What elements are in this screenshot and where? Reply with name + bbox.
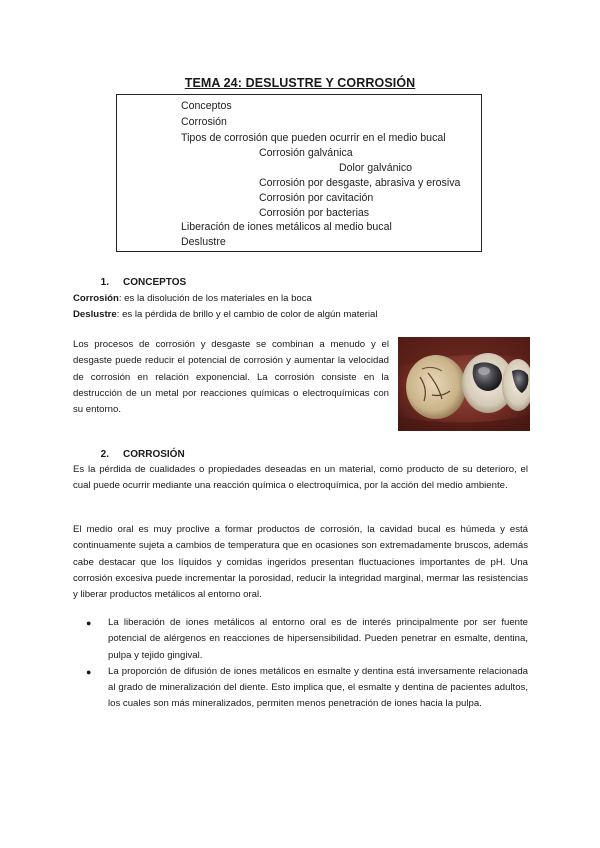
corroded-teeth-photo <box>398 337 530 431</box>
toc-item: Corrosión por bacterias <box>259 207 370 219</box>
section-number: 2. <box>100 449 109 460</box>
corrosion-paragraph-2: El medio oral es muy proclive a formar productos de corrosión, la cavidad bucal es húmeda y está continuamente sujeta a cambios de temperatura que en ocasiones son extremadamente bruscos, además cabe destacar que los líquidos y comidas ingeridos presentan fluctuaciones importantes de pH. Una corrosión excesiva puede incrementar la porosidad, reducir la integridad marginal, mermar las resistencias y liberar productos metálicos al entorno oral. <box>73 524 528 601</box>
document-title: TEMA 24: DESLUSTRE Y CORROSIÓN <box>184 76 416 90</box>
corrosion-bullet-list <box>73 615 528 713</box>
corrosion-paragraph-1: Es la pérdida de cualidades o propiedades deseadas en un material, como producto de su deterioro, el cual puede ocurrir mediante una reacción química o electroquímica, por la acción del medio ambiente. <box>73 464 528 492</box>
toc-item: Corrosión <box>181 116 227 128</box>
bullet-text: La liberación de iones metálicos al entorno oral es de interés principalmente por ser fuente potencial de alérgenos en reacciones de hipersensibilidad. Pueden penetrar en esmalte, dentina, pulpa y tejido gingival. <box>108 617 528 661</box>
section-title: CORROSIÓN <box>123 449 185 460</box>
toc-item: Corrosión por desgaste, abrasiva y erosiva <box>259 177 461 189</box>
definition-text: : es la disolución de los materiales en la boca <box>118 293 312 304</box>
definition-deslustre <box>73 309 378 320</box>
bullet-text: La proporción de difusión de iones metálicos en esmalte y dentina está inversamente relacionada al grado de mineralización del diente. Esto implica que, el esmalte y dentina de pacientes adultos, los cuales son más mineralizados, permiten menos penetración de iones hacia la pulpa. <box>108 665 528 710</box>
definition-text: : es la pérdida de brillo y el cambio de color de algún material <box>116 309 378 320</box>
section-heading-conceptos <box>73 277 186 288</box>
toc-item: Deslustre <box>181 236 226 248</box>
toc-item: Corrosión galvánica <box>259 147 353 159</box>
bullet-dot-icon: ● <box>86 666 92 677</box>
section-title: CONCEPTOS <box>123 277 187 288</box>
toc-item: Dolor galvánico <box>339 162 413 174</box>
section-heading-corrosion <box>73 449 185 460</box>
toc-item: Liberación de iones metálicos al medio bucal <box>181 221 392 233</box>
toc-item: Corrosión por cavitación <box>259 192 374 204</box>
term: Corrosión <box>73 293 119 304</box>
toc-item: Conceptos <box>181 100 232 112</box>
bullet-dot-icon: ● <box>86 618 92 628</box>
definition-corrosion <box>73 293 312 304</box>
section-number: 1. <box>100 277 109 288</box>
table-of-contents-box <box>116 94 482 252</box>
bullet-item <box>73 615 528 664</box>
term: Deslustre <box>73 309 117 320</box>
conceptos-paragraph: Los procesos de corrosión y desgaste se combinan a menudo y el desgaste puede reducir el potencial de corrosión y aumentar la velocidad de corrosión en relación exponencial. La corrosión consiste en la destrucción de un metal por reacciones químicas o electroquímicas con su entorno. <box>73 339 389 416</box>
toc-item: Tipos de corrosión que pueden ocurrir en el medio bucal <box>181 132 446 144</box>
bullet-item <box>73 664 528 713</box>
